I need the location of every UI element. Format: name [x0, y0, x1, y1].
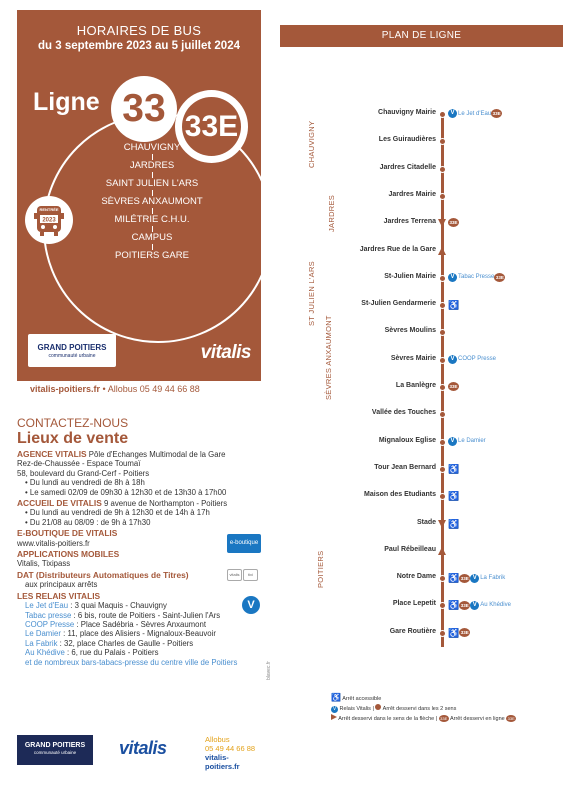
web-line	[30, 384, 200, 394]
v-badge-icon: V	[332, 706, 337, 712]
relais-name: COOP Presse	[458, 356, 496, 363]
accueil-hours-1: • Du lundi au vendredi de 9h à 12h30 et de 14h à 17h	[25, 508, 210, 518]
badge-year: 2023	[42, 217, 56, 224]
stop-name: Tour Jean Bernard	[374, 463, 436, 471]
relais-item	[17, 601, 267, 610]
relais-more: et de nombreux bars-tabacs-presse du centre ville de Poitiers	[25, 657, 238, 667]
v-badge-icon: V	[470, 574, 479, 583]
stop-extras	[448, 628, 470, 638]
footer	[17, 729, 261, 775]
stop-extras	[448, 519, 459, 529]
stop-row	[280, 218, 563, 230]
line-33e-icon: 33E	[460, 575, 469, 581]
dat-head: DAT (Distributeurs Automatiques de Titres)	[17, 569, 189, 580]
legend	[331, 693, 516, 724]
relais-name: Le Damier	[458, 438, 486, 445]
relais-name: Tabac Presse	[458, 274, 495, 281]
v-badge-icon: V	[242, 596, 260, 614]
relais-name: Au Khédive	[480, 602, 511, 609]
stop-name: St-Julien Gendarmerie	[361, 300, 436, 308]
allobus-phone[interactable]: Allobus 05 49 44 66 88	[107, 384, 200, 394]
line-33-badge: 33	[111, 76, 177, 142]
app-store-icons	[227, 563, 261, 577]
two-way-stop-icon	[439, 575, 446, 582]
relais-item	[17, 648, 267, 657]
stop-name: Notre Dame	[396, 573, 436, 581]
line-33e-icon: 33E	[495, 274, 504, 280]
stop-row	[280, 491, 563, 503]
relais-name: La Fabrik	[480, 575, 506, 582]
line-33e-label: 33E	[182, 97, 241, 156]
stop-name: St-Julien Mairie	[384, 272, 436, 280]
dat-text: aux principaux arrêts	[25, 580, 98, 590]
legend-oneway-e33: Arrêt desservi dans le sens de la flèche | 33E Arrêt desservi en ligne 33E	[331, 714, 516, 724]
v-badge-icon: V	[448, 273, 457, 282]
stop-name: Vallée des Touches	[371, 409, 436, 417]
gp-sub: communauté urbaine	[48, 353, 96, 359]
wheelchair-icon: ♿	[448, 300, 460, 311]
relais-address: : Place Sadébria - Sèvres Anxaumont	[74, 619, 207, 629]
stop-row	[280, 600, 563, 612]
footer-gp-name: GRAND POITIERS	[24, 742, 86, 749]
stop-extras	[448, 355, 496, 364]
stop-row	[280, 273, 563, 285]
two-way-stop-icon	[439, 193, 446, 200]
relais-item	[17, 629, 267, 638]
hero-commune: POITIERS GARE	[115, 250, 189, 261]
grand-poitiers-logo	[28, 334, 116, 367]
relais-name: Le Jet d'Eau	[25, 601, 69, 611]
accueil-head: ACCUEIL DE VITALIS	[17, 498, 102, 509]
lieux-title: Lieux de vente	[17, 430, 129, 447]
relais-address: : 6, rue du Palais - Poitiers	[64, 648, 159, 658]
agence-hours-1: • Du lundi au vendredi de 8h à 18h	[25, 478, 145, 488]
commune-label: SÈVRES ANXAUMONT	[324, 315, 333, 400]
two-way-stop-icon	[439, 602, 446, 609]
relais-block	[17, 592, 267, 667]
eboutique-head: E-BOUTIQUE DE VITALIS	[17, 528, 118, 539]
commune-label: POITIERS	[316, 550, 325, 588]
relais-name: COOP Presse	[25, 619, 75, 629]
two-way-stop-icon	[439, 111, 446, 118]
stop-row	[280, 191, 563, 203]
agence-line-1: Rez-de-Chaussée - Espace Toumaï	[17, 459, 141, 469]
two-way-stop-icon	[439, 493, 446, 500]
wheelchair-icon: ♿	[448, 600, 460, 611]
wheelchair-icon: ♿	[331, 693, 341, 702]
v-badge-icon: V	[448, 437, 457, 446]
agence-head: AGENCE VITALIS	[17, 449, 87, 459]
tixipass-app-icon[interactable]: tixi	[243, 569, 258, 581]
one-way-arrow-icon	[438, 547, 446, 555]
relais-address: : 6 bis, route de Poitiers - Saint-Julien l'Ars	[71, 610, 221, 620]
relais-name: Tabac presse	[25, 610, 72, 620]
stop-extras	[448, 600, 511, 610]
relais-name: Le Damier	[25, 629, 61, 639]
stop-name: Jardres Rue de la Gare	[359, 245, 436, 253]
v-badge-icon: V	[448, 355, 457, 364]
agence-hours-2: • Le samedi 02/09 de 09h30 à 12h30 et de 13h30 à 17h00	[25, 487, 227, 497]
relais-name: Le Jet d'Eau	[458, 110, 492, 117]
legend-accessible: ♿ Arrêt accessible	[331, 693, 382, 702]
relais-address: : 3 quai Maquis - Chauvigny	[68, 601, 167, 611]
relais-name: Au Khédive	[25, 648, 65, 658]
accueil-text: 9 avenue de Northampton - Poitiers	[101, 499, 228, 509]
one-way-arrow-icon	[438, 219, 446, 227]
two-way-dot-icon	[375, 704, 381, 710]
two-way-stop-icon	[439, 630, 446, 637]
stop-row	[280, 573, 563, 585]
ligne-label: Ligne	[33, 88, 100, 116]
stop-row	[280, 246, 563, 258]
web-sep: •	[100, 384, 108, 394]
stop-row	[280, 437, 563, 449]
stop-name: Paul Rébeilleau	[384, 545, 436, 553]
footer-site[interactable]: vitalis-poitiers.fr	[205, 753, 240, 771]
stop-name: Maison des Etudiants	[364, 491, 436, 499]
line-33e-icon: 33E	[507, 716, 515, 721]
stop-extras	[448, 437, 486, 446]
rentree-badge	[25, 196, 73, 244]
site-link[interactable]: vitalis-poitiers.fr	[30, 384, 101, 394]
one-way-arrow-icon	[438, 520, 446, 528]
hero-commune: CHAUVIGNY	[123, 142, 181, 153]
stop-name: Jardres Terrena	[383, 218, 436, 226]
apps-head: APPLICATIONS MOBILES	[17, 549, 120, 560]
hero-communes-list	[77, 142, 227, 262]
relais-address: : 11, place des Alisiers - Mignaloux-Beauvoir	[60, 629, 216, 639]
hero-cover	[17, 10, 261, 381]
relais-item	[17, 611, 267, 620]
contact-title: CONTACTEZ-NOUS	[17, 416, 129, 430]
stop-name: Jardres Citadelle	[379, 163, 436, 171]
stop-name: Sèvres Moulins	[384, 327, 436, 335]
line-33e-icon: 33E	[460, 630, 469, 636]
v-badge-icon: V	[470, 601, 479, 610]
credit-text: blavec.fr	[266, 661, 272, 680]
stop-row	[280, 464, 563, 476]
hero-commune: JARDRES	[129, 160, 175, 171]
commune-label: JARDRES	[327, 194, 336, 232]
stop-name: Mignaloux Eglise	[378, 436, 436, 444]
stop-row	[280, 628, 563, 640]
eboutique-button[interactable]: e-boutique	[227, 534, 261, 553]
relais-address: : 32, place Charles de Gaulle - Poitiers	[57, 638, 194, 648]
stop-name: Gare Routière	[389, 627, 436, 635]
one-way-arrow-icon	[438, 247, 446, 255]
stop-name: Stade	[416, 518, 436, 526]
stop-extras	[448, 273, 505, 282]
stop-extras	[448, 573, 505, 583]
vitalis-app-icon[interactable]: vitalis	[227, 569, 242, 581]
legend-relais-both: V Relais Vitalis | Arrêt desservi dans les 2 sens	[332, 706, 457, 712]
stop-row	[280, 300, 563, 312]
wheelchair-icon: ♿	[448, 491, 460, 502]
right-panel	[280, 0, 563, 793]
v-badge-icon: V	[448, 109, 457, 118]
vitalis-logo: vitalis	[200, 342, 251, 363]
stop-name: Jardres Mairie	[388, 190, 436, 198]
footer-allobus-label: Allobus	[205, 735, 230, 744]
stop-row	[280, 382, 563, 394]
two-way-stop-icon	[439, 166, 446, 173]
relais-head: LES RELAIS VITALIS	[17, 590, 101, 601]
agence-line-2: 58, boulevard du Grand-Cerf - Poitiers	[17, 468, 150, 478]
gp-name: GRAND POITIERS	[37, 343, 107, 352]
wheelchair-icon: ♿	[448, 518, 460, 529]
apps-text: Vitalis, Tixipass	[17, 559, 71, 569]
commune-label: ST JULIEN L'ARS	[307, 261, 316, 326]
relais-list	[17, 601, 267, 657]
stop-row	[280, 327, 563, 339]
eboutique-url[interactable]: www.vitalis-poitiers.fr	[17, 538, 90, 548]
stop-name: La Banlègre	[395, 382, 436, 389]
two-way-stop-icon	[439, 357, 446, 364]
agence-text: Pôle d'Echanges Multimodal de la Gare	[86, 450, 226, 459]
footer-vitalis-logo: vitalis	[119, 738, 167, 758]
stop-name: Place Lepetit	[392, 600, 436, 608]
badge-label: RENTRÉE	[39, 207, 59, 212]
left-panel	[0, 0, 280, 793]
bus-icon	[34, 202, 64, 238]
stop-extras	[448, 109, 502, 118]
hero-title: HORAIRES DE BUS	[76, 23, 202, 38]
footer-gp-sub: communauté urbaine	[33, 750, 77, 755]
footer-contact	[205, 735, 261, 771]
hero-commune: SÈVRES ANXAUMONT	[101, 196, 203, 207]
line-33e-icon: 33E	[440, 716, 448, 721]
line-33e-icon: 33E	[449, 384, 458, 389]
stop-extras	[448, 218, 459, 227]
accueil-block	[17, 499, 267, 527]
stop-row	[280, 136, 563, 148]
stop-row	[280, 519, 563, 531]
accueil-hours-2: • Du 21/08 au 08/09 : de 9h à 17h30	[25, 517, 151, 527]
stop-row	[280, 355, 563, 367]
wheelchair-icon: ♿	[448, 573, 460, 584]
line-33e-icon: 33E	[460, 602, 469, 608]
stop-extras	[448, 491, 459, 501]
footer-grand-poitiers-logo	[17, 735, 93, 765]
line-33e-icon: 33E	[492, 111, 501, 116]
two-way-stop-icon	[439, 138, 446, 145]
two-way-stop-icon	[439, 439, 446, 446]
stop-row	[280, 409, 563, 421]
relais-item	[17, 620, 267, 629]
stop-extras	[448, 382, 459, 391]
hero-commune: MILÉTRIE C.H.U.	[114, 214, 190, 225]
stop-row	[280, 109, 563, 121]
two-way-stop-icon	[439, 329, 446, 336]
stop-name: Sèvres Mairie	[390, 354, 436, 362]
stop-row	[280, 164, 563, 176]
footer-allobus-phone[interactable]: 05 49 44 66 88	[205, 744, 256, 753]
stop-name: Chauvigny Mairie	[378, 109, 436, 116]
hero-dates: du 3 septembre 2023 au 5 juillet 2024	[38, 40, 240, 52]
relais-item	[17, 639, 267, 648]
two-way-stop-icon	[439, 384, 446, 391]
wheelchair-icon: ♿	[448, 463, 460, 474]
plan-header: PLAN DE LIGNE	[280, 25, 563, 47]
two-way-stop-icon	[439, 275, 446, 282]
two-way-stop-icon	[439, 411, 446, 418]
one-way-arrow-icon	[331, 714, 337, 720]
stop-extras	[448, 464, 459, 474]
commune-label: CHAUVIGNY	[307, 120, 316, 168]
two-way-stop-icon	[439, 466, 446, 473]
stop-extras	[448, 300, 459, 310]
wheelchair-icon: ♿	[448, 627, 460, 638]
stop-row	[280, 546, 563, 558]
hero-commune: CAMPUS	[131, 232, 173, 243]
stop-name: Les Guiraudières	[378, 136, 436, 144]
line-33e-icon: 33E	[449, 220, 458, 226]
agence-block	[17, 450, 267, 497]
hero-commune: SAINT JULIEN L'ARS	[105, 178, 199, 189]
relais-name: La Fabrik	[25, 638, 58, 648]
two-way-stop-icon	[439, 302, 446, 309]
